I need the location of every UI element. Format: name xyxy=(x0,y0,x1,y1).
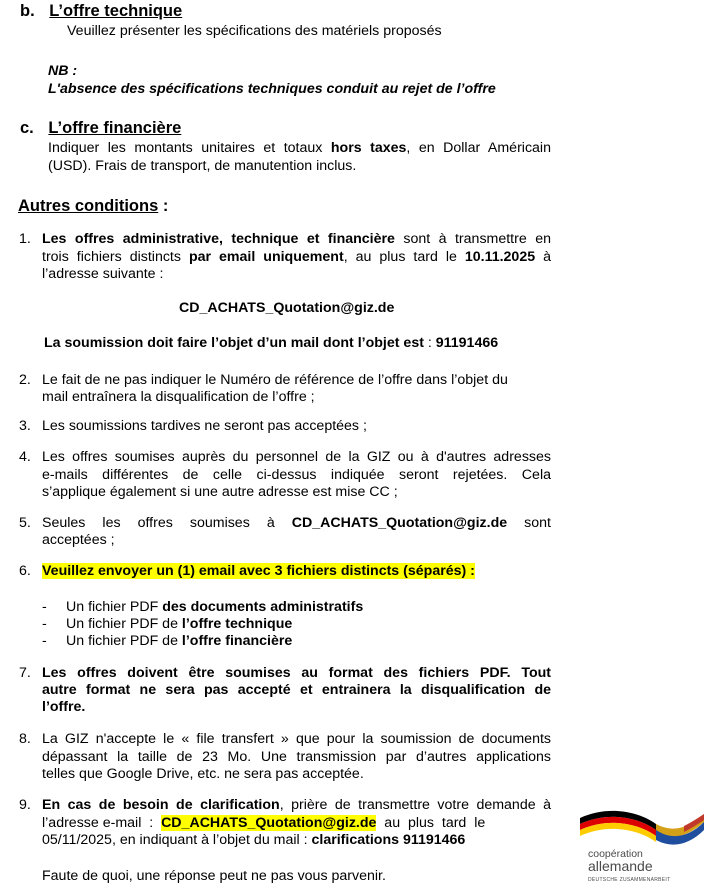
item1-email-only: par email uniquement xyxy=(188,249,344,265)
section-c-title: L’offre financière xyxy=(48,119,182,137)
item1-bold: Les offres administrative, technique et financière xyxy=(42,231,395,247)
item5-number: 5. xyxy=(19,515,31,531)
item1-note-sep: : xyxy=(423,335,436,351)
cooperation-allemande-logo xyxy=(566,800,711,889)
item9-email-highlighted: CD_ACHATS_Quotation@giz.de xyxy=(161,815,377,831)
bullet-bold: l’offre technique xyxy=(181,616,293,632)
bullet-pre: Un fichier PDF xyxy=(66,599,163,615)
logo-line2: allemande xyxy=(588,858,653,874)
item2-line1: Le fait de ne pas indiquer le Numéro de référence de l’offre dans l’objet du xyxy=(42,372,508,388)
item9-footer: Faute de quoi, une réponse peut ne pas vous parvenir. xyxy=(42,868,386,884)
item1-l1-post: sont à transmettre en xyxy=(394,231,551,247)
item9-clarifications-ref: clarifications 91191466 xyxy=(311,832,466,848)
item1-reference: 91191466 xyxy=(435,335,499,351)
item9-line2 xyxy=(42,814,551,832)
item1-note xyxy=(44,334,498,352)
item1-deadline: 10.11.2025 xyxy=(464,249,536,265)
item8-line1: La GIZ n'accepte le « file transfert » que pour la soumission de documents xyxy=(42,731,551,747)
item4-line3: s’applique également si une autre adresse est mise CC ; xyxy=(42,484,398,500)
item8-line3: telles que Google Drive, etc. ne sera pas acceptée. xyxy=(42,766,364,782)
section-c-line1 xyxy=(48,139,551,157)
item1-l2-mid: , au plus tard le xyxy=(343,249,465,265)
item9-l2-post: au plus tard le xyxy=(376,815,486,831)
item2-number: 2. xyxy=(19,372,31,388)
section-c-hors-taxes: hors taxes xyxy=(330,140,407,156)
item3-number: 3. xyxy=(19,418,31,434)
item5-line2: acceptées ; xyxy=(42,532,115,548)
item5-l1-post: sont xyxy=(507,515,552,531)
bullet-bold: des documents administratifs xyxy=(162,599,364,615)
item6-bullet-3 xyxy=(42,632,292,650)
item1-number: 1. xyxy=(19,231,31,247)
item7-number: 7. xyxy=(19,665,31,681)
item1-line1 xyxy=(42,230,551,248)
item1-note-bold: La soumission doit faire l’objet d’un mail dont l’objet est xyxy=(44,335,424,351)
autres-conditions-colon: : xyxy=(158,197,169,215)
item7-line2: autre format ne sera pas accepté et entrainera la disqualification de xyxy=(42,682,551,698)
item6-number: 6. xyxy=(19,563,31,579)
section-c-line1-pre: Indiquer les montants unitaires et totaux xyxy=(48,140,331,156)
item5-line1 xyxy=(42,514,551,532)
item9-bold: En cas de besoin de clarification xyxy=(42,797,280,813)
bullet-dash: - xyxy=(42,616,47,632)
section-c-line1-post: , en Dollar Américain xyxy=(406,140,551,156)
bullet-bold: l’offre financière xyxy=(181,633,293,649)
item9-l1-post: , prière de transmettre votre demande à xyxy=(279,797,551,813)
item7-line3: l’offre. xyxy=(42,699,86,715)
item7-line1: Les offres doivent être soumises au format des fichiers PDF. Tout xyxy=(42,665,551,681)
autres-conditions-heading xyxy=(18,196,168,216)
item9-line1 xyxy=(42,796,551,814)
section-c-marker: c. xyxy=(20,119,34,137)
item4-number: 4. xyxy=(19,449,31,465)
flag-ribbon-icon xyxy=(566,800,711,850)
item9-l3-pre: 05/11/2025, en indiquant à l’objet du mail : xyxy=(42,832,312,848)
item8-number: 8. xyxy=(19,731,31,747)
item1-l2-pre: trois fichiers distincts xyxy=(42,249,189,265)
section-c-line2: (USD). Frais de transport, de manutention inclus. xyxy=(48,158,357,174)
bullet-dash: - xyxy=(42,599,47,615)
nb-label: NB : xyxy=(48,63,78,79)
item9-line3 xyxy=(42,831,465,849)
item1-l2-post: à xyxy=(535,249,551,265)
item4-line2: e-mails différentes de celle ci-dessus indiquée seront rejetées. Cela xyxy=(42,467,551,483)
item6-bullet-1 xyxy=(42,598,363,616)
nb-text: L'absence des spécifications techniques conduit au rejet de l’offre xyxy=(48,81,496,97)
section-b-marker: b. xyxy=(20,2,35,20)
bullet-pre: Un fichier PDF de xyxy=(66,616,182,632)
item3-line1: Les soumissions tardives ne seront pas acceptées ; xyxy=(42,418,367,434)
logo-line3: DEUTSCHE ZUSAMMENARBEIT xyxy=(588,877,671,883)
bullet-pre: Un fichier PDF de xyxy=(66,633,182,649)
logo-line1: coopération xyxy=(588,848,643,860)
autres-conditions-title: Autres conditions xyxy=(18,197,159,215)
item2-line2: mail entraînera la disqualification de l’offre ; xyxy=(42,389,315,405)
section-b-text: Veuillez présenter les spécifications des matériels proposés xyxy=(67,23,442,39)
item6-bullet-2 xyxy=(42,615,292,633)
item1-line3: l’adresse suivante : xyxy=(42,266,164,282)
section-b-heading xyxy=(20,1,182,21)
item1-line2 xyxy=(42,248,551,266)
item9-number: 9. xyxy=(19,797,31,813)
item5-email: CD_ACHATS_Quotation@giz.de xyxy=(291,515,508,531)
item5-l1-pre: Seules les offres soumises à xyxy=(42,515,292,531)
section-c-heading xyxy=(20,118,181,138)
bullet-dash: - xyxy=(42,633,47,649)
item6-highlighted-instruction: Veuillez envoyer un (1) email avec 3 fichiers distincts (séparés) : xyxy=(42,563,475,579)
item4-line1: Les offres soumises auprès du personnel de la GIZ ou à d'autres adresses xyxy=(42,449,551,465)
item8-line2: dépassant la taille de 23 Mo. Une transmission par d’autres applications xyxy=(42,749,551,765)
item9-l2-pre: l’adresse e-mail : xyxy=(42,815,162,831)
item6-line1 xyxy=(42,562,475,580)
item1-email: CD_ACHATS_Quotation@giz.de xyxy=(179,300,395,316)
section-b-title: L’offre technique xyxy=(49,2,183,20)
